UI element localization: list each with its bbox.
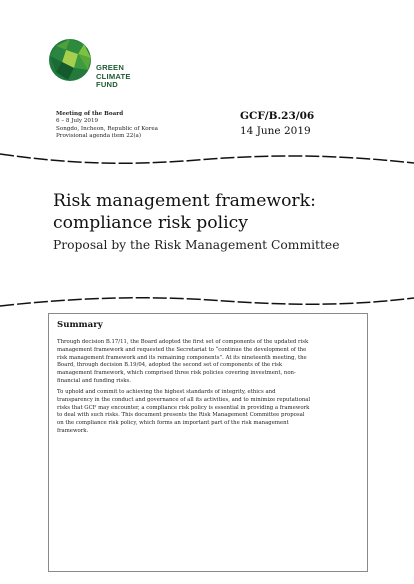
summary-line: on the compliance risk policy, which forms an important part of the risk management: [57, 420, 289, 427]
summary-line: Board, through decision B.19/04, adopted the second set of components of the risk: [57, 362, 283, 369]
summary-line: Through decision B.17/11, the Board adopted the first set of components of the updated risk: [57, 339, 309, 345]
meeting-info: [56, 111, 226, 141]
summary-heading: Summary: [57, 320, 103, 330]
document-subtitle: Proposal by the Risk Management Committee: [53, 238, 340, 252]
document-title: [53, 190, 383, 234]
title-line: Risk management framework:: [53, 191, 316, 211]
logo-line: FUND: [96, 80, 118, 90]
wave-divider-bottom: [0, 294, 414, 310]
summary-line: To uphold and commit to achieving the highest standards of integrity, ethics and: [57, 389, 276, 395]
globe-logo-icon: [48, 38, 92, 82]
meeting-dates: 6 – 8 July 2019: [56, 118, 99, 125]
document-date: 14 June 2019: [240, 125, 311, 137]
summary-line: management framework, which comprised three risk policies covering investment, non-: [57, 370, 296, 377]
logo-line: GREEN: [96, 63, 125, 72]
summary-paragraph: [57, 339, 363, 386]
summary-paragraph: [57, 389, 363, 436]
document-reference: [240, 110, 314, 140]
title-line: compliance risk policy: [53, 213, 248, 233]
meeting-location: Songdo, Incheon, Republic of Korea: [56, 125, 158, 132]
meeting-title: Meeting of the Board: [56, 111, 124, 117]
summary-line: risk management framework and its remaining components”. At its nineteenth meeting, the: [57, 354, 307, 361]
summary-line: management framework and requested the Secretariat to “continue the development of the: [57, 346, 307, 353]
summary-line: to deal with such risks. This document presents the Risk Management Committee proposal: [57, 412, 305, 419]
logo-line: CLIMATE: [96, 71, 131, 81]
logo-wordmark: [96, 64, 131, 90]
summary-box: [48, 313, 368, 572]
summary-line: framework.: [57, 427, 89, 434]
summary-line: transparency in the conduct and governance of all its activities, and to minimize reputational: [57, 396, 311, 403]
agenda-item: Provisional agenda item 22(a): [56, 133, 142, 140]
wave-divider-top: [0, 151, 414, 167]
gcf-logo: [48, 38, 131, 90]
summary-line: risks that GCF may encounter, a compliance risk policy is essential in providing a framework: [57, 404, 310, 411]
document-code: GCF/B.23/06: [240, 110, 315, 122]
summary-line: financial and funding risks.: [57, 377, 131, 384]
